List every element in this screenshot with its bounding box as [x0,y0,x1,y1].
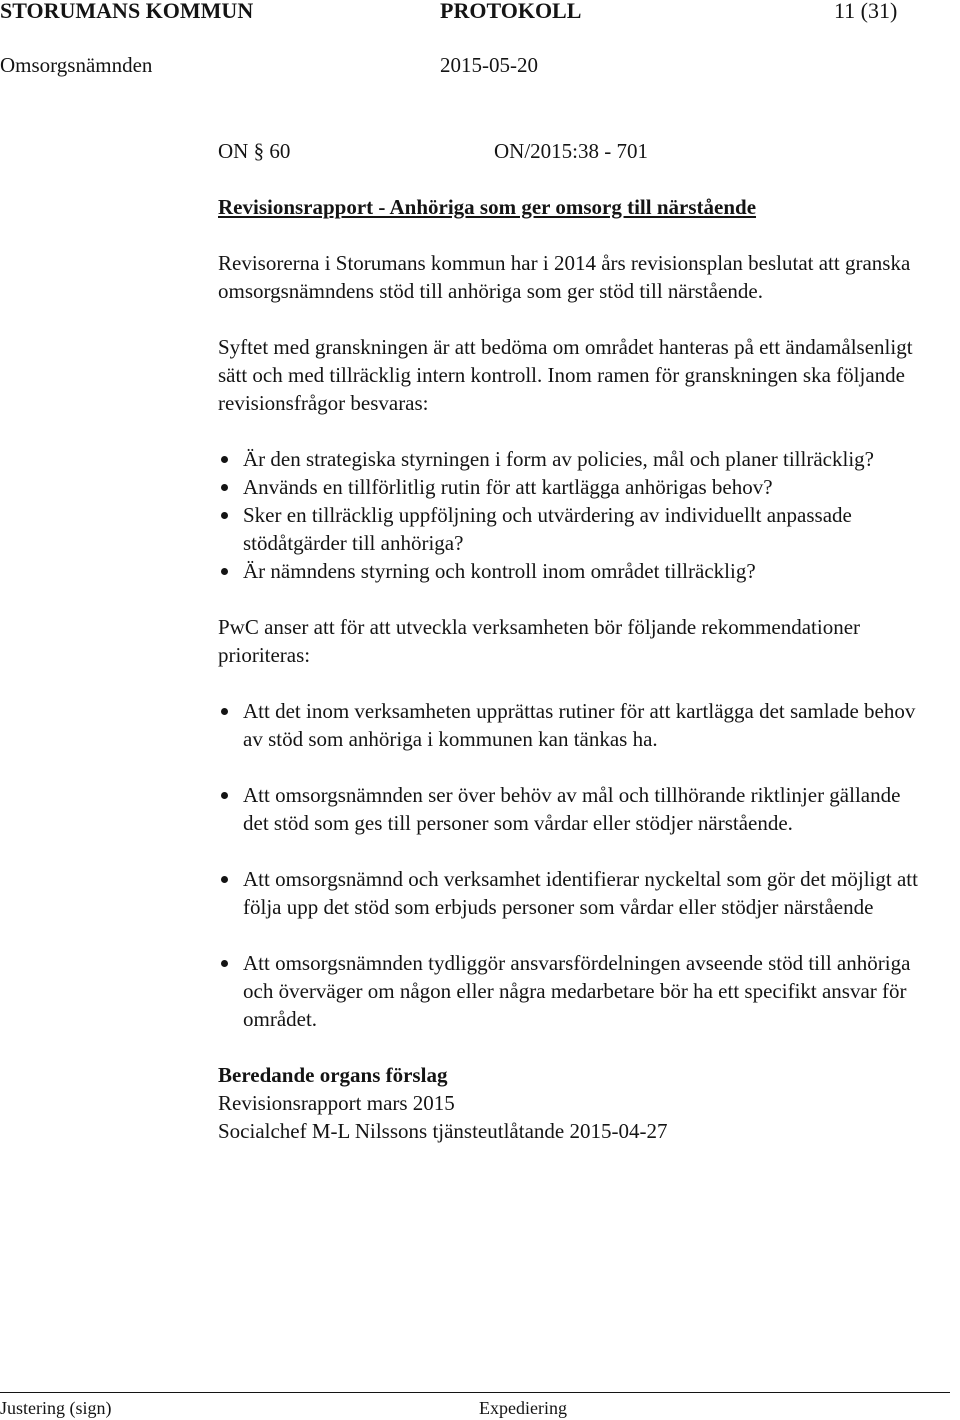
case-reference-row [218,137,918,165]
proposal-heading: Beredande organs förslag [218,1063,448,1087]
recommendations-list [218,697,918,1033]
footer-dispatch-label: Expediering [479,1398,567,1418]
list-item: Sker en tillräcklig uppföljning och utvärdering av individuellt anpassade stödåtgärder till anhöriga? [218,501,918,557]
list-item: Är den strategiska styrningen i form av policies, mål och planer tillräcklig? [218,445,918,473]
list-item: Att omsorgsnämnden ser över behöv av mål och tillhörande riktlinjer gällande det stöd som ges till personer som vårdar eller stödjer närstående. [218,781,918,837]
recommendations-intro: PwC anser att för att utveckla verksamheten bör följande rekommendationer prioriteras: [218,615,861,667]
diary-number: ON/2015:38 - 701 [494,139,648,163]
list-item: Används en tillförlitlig rutin för att kartlägga anhörigas behov? [218,473,918,501]
audit-questions-list [218,445,918,585]
meeting-date: 2015-05-20 [440,53,538,77]
proposal-line: Revisionsrapport mars 2015 [218,1091,455,1115]
list-item: Att det inom verksamheten upprättas rutiner för att kartlägga det samlade behov av stöd som anhöriga i kommunen kan tänkas ha. [218,697,918,753]
list-item: Att omsorgsnämnden tydliggör ansvarsfördelningen avseende stöd till anhöriga och överväger om någon eller några medarbetare bör ha ett specifikt ansvar för området. [218,949,918,1033]
intro-paragraph: Revisorerna i Storumans kommun har i 2014 års revisionsplan beslutat att granska omsorgsnämndens stöd till anhöriga som ger stöd till närstående. [218,251,911,303]
municipality-name: STORUMANS KOMMUN [0,0,254,23]
purpose-paragraph: Syftet med granskningen är att bedöma om området hanteras på ett ändamålsenligt sätt och med tillräcklig intern kontroll. Inom ramen för granskningen ska följande revisionsfrågor besvaras: [218,335,913,415]
footer-signature-label: Justering (sign) [0,1398,112,1418]
paragraph-number: ON § 60 [218,139,291,163]
page-number: 11 (31) [834,0,898,23]
list-item: Är nämndens styrning och kontroll inom området tillräcklig? [218,557,918,585]
document-body [218,137,918,1145]
document-type: PROTOKOLL [440,0,582,23]
footer-divider [0,1392,950,1393]
proposal-line: Socialchef M-L Nilssons tjänsteutlåtande 2015-04-27 [218,1119,668,1143]
list-item: Att omsorgsnämnd och verksamhet identifierar nyckeltal som gör det möjligt att följa upp det stöd som erbjuds personer som vårdar eller stödjer närstående [218,865,918,921]
committee-name: Omsorgsnämnden [0,53,153,77]
case-title: Revisionsrapport - Anhöriga som ger omsorg till närstående [218,195,757,219]
